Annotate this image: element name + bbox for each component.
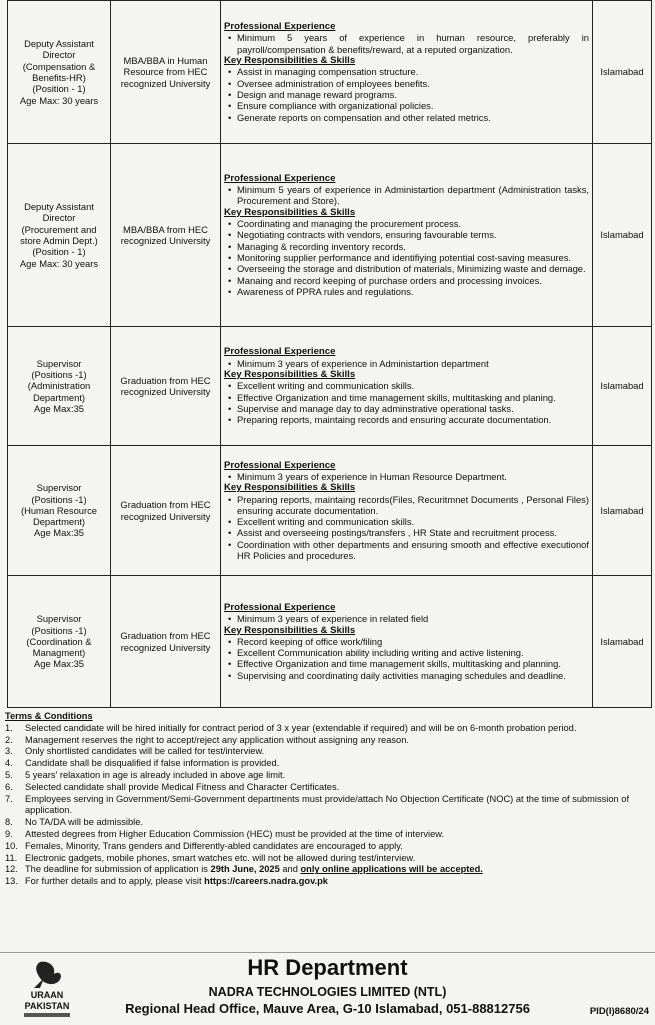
position-title-line: Supervisor [36,357,82,369]
experience-list [224,471,589,482]
position-row [8,1,652,144]
terms-item-number: 7. [5,793,13,804]
position-title-line: (Coordination & [26,635,92,647]
position-title-line: Supervisor [36,482,82,494]
footer [0,952,655,1025]
experience-heading: Professional Experience [224,601,336,613]
responsibility-item: • Oversee administration of employees benefits. [237,78,589,89]
job-description-cell [221,1,593,144]
experience-list [224,32,589,55]
responsibilities-list [224,66,589,122]
terms-item-text: Only shortlisted candidates will be called for test/interview. [25,746,265,757]
terms-item [5,829,650,841]
position-title-line: Director [42,212,76,224]
location-cell: Islamabad [593,144,652,327]
responsibility-item: • Effective Organization and time management skills, multitasking and planing. [237,392,589,403]
deadline-and: and [279,864,301,875]
experience-list [224,613,589,624]
qualification-line: MBA/BBA from HEC [123,223,208,235]
terms-item-text: Management reserves the right to accept/reject any application without assigning any reason. [25,734,409,745]
terms-item-text: Employees serving in Government/Semi-Government departments must provide/attach No Objection Certificate (NOC) at the time of submission of application. [25,793,630,816]
position-title-line: Managment) [32,647,86,659]
qualification-line: Graduation from HEC [120,499,211,511]
position-title-line: (Position - 1) [32,83,86,95]
terms-item [5,864,650,876]
responsibilities-heading: Key Responsibilities & Skills [224,369,356,381]
job-description-cell [221,446,593,576]
position-title-line: (Procurement and [21,223,97,235]
terms-item-text: Electronic gadgets, mobile phones, smart watches etc. will not be allowed during test/interview. [25,852,416,863]
qualification-line: recognized University [120,77,211,89]
terms-item-number: 4. [5,758,13,769]
responsibility-item: • Monitoring supplier performance and identifiying potential cost-saving measures. [237,252,589,263]
location-cell: Islamabad [593,327,652,446]
terms-item [5,746,650,758]
terms-item [5,770,650,782]
experience-heading: Professional Experience [224,172,336,184]
terms-item-number: 5. [5,769,13,780]
terms-item [5,817,650,829]
responsibility-item: • Overseeing the storage and distribution of materials, Minimizing waste and demage. [237,263,589,274]
terms-item-text: Candidate shall be disqualified if false information is provided. [25,758,280,769]
terms-item-number: 13. [5,876,18,887]
qualification-line: Graduation from HEC [120,374,211,386]
apply-prefix: For further details and to apply, please visit [25,876,205,887]
qualification-line: recognized University [120,235,211,246]
terms-item-text: No TA/DA will be admissible. [25,817,143,828]
logo-line1: URAAN [30,990,64,1000]
experience-heading: Professional Experience [224,346,336,358]
terms-item [5,841,650,853]
deadline-prefix: The deadline for submission of application is [25,864,211,875]
position-title-line: Age Max:35 [33,658,85,670]
terms-item-text: Females, Minority, Trans genders and Differently-abled candidates are encouraged to apply. [25,840,403,851]
terms-item [5,794,650,818]
position-title-line: Benefits-HR) [32,72,86,83]
terms-item-number: 8. [5,817,13,828]
location-cell: Islamabad [593,1,652,144]
position-title-line: Department) [32,391,86,403]
experience-item: • Minimum 3 years of experience in Administartion department [237,358,589,369]
responsibility-item: • Supervise and manage day to day adminstrative operational tasks. [237,403,589,414]
terms-item-number: 6. [5,781,13,792]
terms-item [5,782,650,794]
position-title-line: (Positions -1) [31,493,87,505]
terms-item-number: 1. [5,722,13,733]
deadline-date: 29th June, 2025 [210,864,280,875]
hr-department-heading: HR Department [247,955,408,980]
terms-list [5,723,650,888]
terms-item [5,853,650,865]
position-title-line: (Position - 1) [32,246,86,258]
position-title-line: Director [42,49,76,61]
responsibility-item: • Managing & recording inventory records. [237,241,589,252]
position-title-cell [8,446,111,576]
responsibility-item: • Assist and overseeing postings/transfers , HR State and recruitment process. [237,527,589,538]
responsibilities-heading: Key Responsibilities & Skills [224,482,356,494]
qualification-cell [111,1,221,144]
terms-item-number: 10. [5,840,18,851]
responsibility-item: • Assist in managing compensation structure. [237,66,589,77]
responsibilities-heading: Key Responsibilities & Skills [224,624,356,636]
responsibilities-list [224,636,589,681]
responsibility-item: • Awareness of PPRA rules and regulations. [237,286,589,297]
responsibilities-heading: Key Responsibilities & Skills [224,55,356,67]
position-title-line: (Human Resource [20,504,98,516]
position-title-line: Age Max:35 [33,402,85,414]
responsibilities-list [224,380,589,425]
qualification-cell [111,144,221,327]
terms-item-number: 9. [5,828,13,839]
terms-item-text: Attested degrees from Higher Education Commission (HEC) must be provided at the time of interview. [25,828,445,839]
position-title-cell [8,327,111,446]
responsibility-item: • Coordinating and managing the procurement process. [237,218,589,229]
responsibilities-list [224,218,589,297]
online-only-text: only online applications will be accepted. [300,864,483,875]
terms-item [5,758,650,770]
responsibility-item: • Ensure compliance with organizational policies. [237,100,589,111]
experience-list [224,358,589,369]
qualification-line: Resource from HEC [123,66,208,78]
responsibility-item: • Manaing and record keeping of purchase orders and processing invoices. [237,275,589,286]
responsibility-item: • Excellent Communication ability including writing and active listening. [237,647,589,658]
position-row [8,576,652,708]
position-title-cell [8,1,111,144]
pid-number: PID(I)8680/24 [589,1006,649,1017]
position-title-line: Age Max: 30 years [19,257,99,269]
qualification-cell [111,576,221,708]
qualification-line: Graduation from HEC [120,630,211,642]
experience-item: • Minimum 3 years of experience in related field [237,613,589,624]
office-address: Regional Head Office, Mauve Area, G-10 Islamabad, 051-88812756 [125,1001,530,1016]
careers-link[interactable]: https://careers.nadra.gov.pk [204,876,328,887]
responsibility-item: • Preparing reports, maintaing records(Files, Recuritmnet Documents , Personal Files) ensuring accurate documentation. [237,494,589,517]
qualification-line: recognized University [120,386,211,397]
experience-item: • Minimum 5 years of experience in human resource, preferably in payroll/compensation & benefits/reward, at a reputed organization. [237,32,589,55]
terms-item-text: Selected candidate shall provide Medical Fitness and Character Certificates. [25,781,340,792]
location-cell: Islamabad [593,446,652,576]
position-title-line: (Administration [27,380,91,392]
terms-item-number: 3. [5,746,13,757]
experience-heading: Professional Experience [224,459,336,471]
position-title-line: (Compensation & [22,60,96,72]
responsibility-item: • Preparing reports, maintaing records and ensuring accurate documentation. [237,414,589,425]
position-title-line: Deputy Assistant [24,201,94,213]
terms-item-number: 12. [5,864,18,875]
terms-item [5,876,650,888]
qualification-cell [111,327,221,446]
terms-item-text: Selected candidate will be hired initially for contract period of 3 x year (extendable if required) and will be on 6-month probation period. [25,722,577,733]
position-row [8,327,652,446]
responsibilities-heading: Key Responsibilities & Skills [224,206,356,218]
terms-title: Terms & Conditions [5,711,93,721]
responsibilities-list [224,494,589,562]
experience-heading: Professional Experience [224,21,336,33]
position-title-line: store Admin Dept.) [20,235,98,246]
qualification-line: MBA/BBA in Human [123,55,208,67]
experience-item: • Minimum 5 years of experience in Administartion department (Administration tasks, Procurement and Store). [237,184,589,207]
positions-table [7,0,652,708]
position-title-line: Deputy Assistant [24,38,94,50]
job-description-cell [221,327,593,446]
responsibility-item: • Negotiating contracts with vendors, ensuring favourable terms. [237,229,589,240]
company-name: NADRA TECHNOLOGIES LIMITED (NTL) [208,985,447,999]
job-description-cell [221,144,593,327]
responsibility-item: • Design and manage reward programs. [237,89,589,100]
position-title-line: Supervisor [36,613,82,625]
logo-line2: PAKISTAN [24,1001,70,1011]
position-title-line: Age Max: 30 years [19,94,99,106]
responsibility-item: • Effective Organization and time management skills, multitasking and planning. [237,658,589,669]
responsibility-item: • Record keeping of office work/filing [237,636,589,647]
qualification-cell [111,446,221,576]
position-title-cell [8,576,111,708]
online-only-notice [300,864,482,874]
experience-item: • Minimum 3 years of experience in Human Resource Department. [237,471,589,482]
responsibility-item: • Supervising and coordinating daily activities managing schedules and deadline. [237,670,589,681]
responsibility-item: • Excellent writing and communication skills. [237,516,589,527]
job-description-cell [221,576,593,708]
position-title-line: (Positions -1) [31,369,87,381]
position-row [8,446,652,576]
terms-item [5,735,650,747]
qualification-line: recognized University [120,510,211,522]
position-title-line: (Positions -1) [31,624,87,636]
position-row [8,144,652,327]
responsibility-item: • Generate reports on compensation and other related metrics. [237,112,589,123]
qualification-line: recognized University [120,641,211,653]
terms-item-text: 5 years' relaxation in age is already included in above age limit. [25,769,286,780]
position-title-line: Department) [32,516,86,528]
terms-item [5,723,650,735]
responsibility-item: • Coordination with other departments and ensuring smooth and effective executionof HR Policies and procedures. [237,539,589,562]
location-cell: Islamabad [593,576,652,708]
position-title-cell [8,144,111,327]
position-title-line: Age Max:35 [33,527,85,539]
terms-and-conditions [5,711,650,888]
responsibility-item: • Excellent writing and communication skills. [237,380,589,391]
terms-item-number: 2. [5,734,13,745]
experience-list [224,184,589,207]
terms-item-number: 11. [5,852,18,863]
